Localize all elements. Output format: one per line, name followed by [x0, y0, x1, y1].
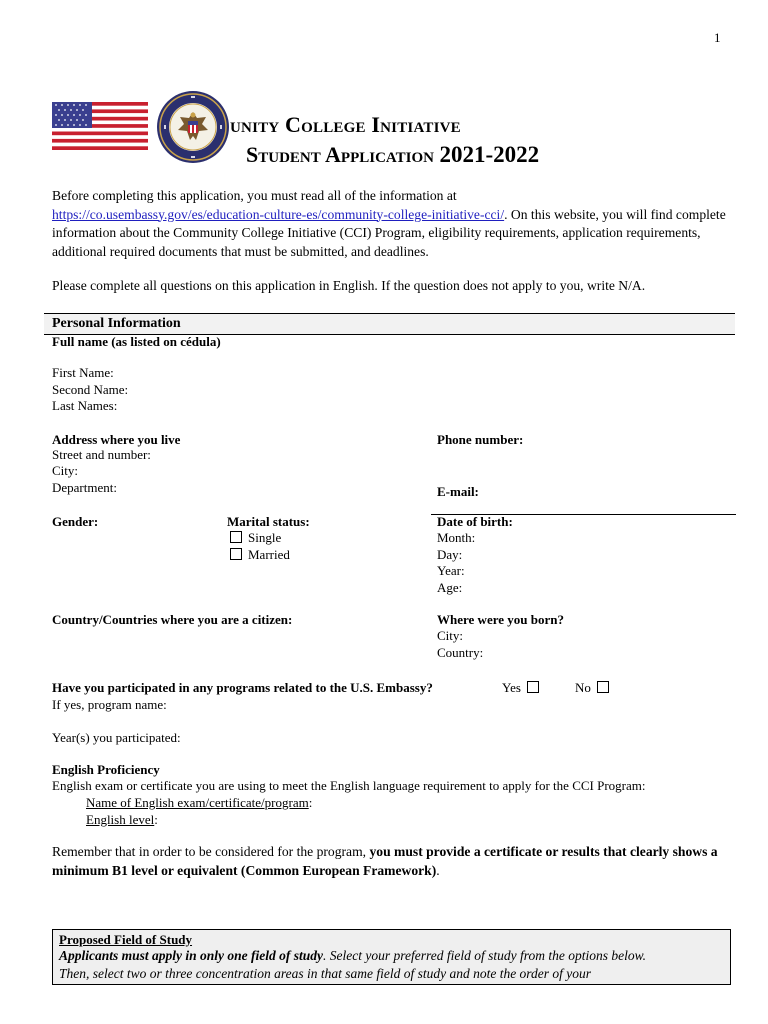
english-exam-text: English exam or certificate you are using to meet the English language requirement to apply for the CCI Program:	[52, 778, 646, 793]
born-label: Where were you born?	[437, 612, 564, 627]
exam-name-text: Name of English exam/certificate/program	[86, 795, 309, 810]
reminder-plain: Remember that in order to be considered for the program,	[52, 844, 370, 859]
title-year: 2021-2022	[439, 142, 540, 167]
yes-label: Yes	[502, 680, 521, 695]
dob-label: Date of birth:	[437, 514, 513, 529]
phone-label: Phone number:	[437, 432, 524, 447]
program-name-label: If yes, program name:	[52, 697, 167, 712]
department-label: Department:	[52, 480, 117, 495]
city-label: City:	[52, 463, 79, 478]
no-checkbox[interactable]	[597, 681, 609, 693]
single-checkbox[interactable]	[230, 531, 242, 543]
gender-label: Gender:	[52, 514, 99, 529]
married-option[interactable]	[230, 547, 290, 563]
reminder-bold: you must provide a certificate or results that clearly shows a minimum B1 level or equivalent (Common European Framework)	[52, 844, 718, 878]
embassy-seal-icon	[156, 90, 230, 164]
embassy-no-option[interactable]	[575, 680, 609, 696]
single-option[interactable]	[230, 530, 281, 546]
day-label: Day:	[437, 547, 463, 562]
age-label: Age:	[437, 580, 463, 595]
single-label: Single	[248, 530, 282, 545]
embassy-yes-option[interactable]	[502, 680, 539, 696]
english-proficiency-title: English Proficiency	[52, 762, 160, 777]
field-of-study-line2: Then, select two or three concentration areas in that same field of study and note the order of your	[59, 966, 592, 981]
title-line-2	[246, 142, 539, 168]
first-name-label: First Name:	[52, 365, 114, 380]
street-label: Street and number:	[52, 447, 151, 462]
address-label: Address where you live	[52, 432, 181, 447]
section-title: Personal Information	[52, 316, 181, 331]
field-of-study-box	[52, 929, 731, 985]
married-label: Married	[248, 547, 290, 562]
field-of-study-rest: . Select your preferred field of study from the options below.	[323, 948, 646, 963]
reminder-text	[52, 843, 742, 880]
intro-text-before: Before completing this application, you must read all of the information at	[52, 188, 457, 203]
fullname-label: Full name (as listed on cédula)	[52, 334, 221, 349]
yes-checkbox[interactable]	[527, 681, 539, 693]
born-city-label: City:	[437, 628, 464, 643]
married-checkbox[interactable]	[230, 548, 242, 560]
exam-name-label	[86, 795, 312, 811]
reminder-end: .	[436, 862, 440, 878]
field-of-study-line1	[59, 948, 646, 964]
email-label: E-mail:	[437, 484, 479, 499]
title-text: Student Application	[246, 142, 434, 167]
page-number: 1	[714, 30, 721, 45]
english-level-text: English level	[86, 812, 155, 827]
field-of-study-bold: Applicants must apply in only one field of study	[59, 948, 324, 963]
instructions-text: Please complete all questions on this application in English. If the question does not apply to you, write N/A.	[52, 278, 646, 293]
marital-status-label: Marital status:	[227, 514, 310, 529]
year-label: Year:	[437, 563, 465, 578]
english-level-colon: :	[154, 812, 158, 827]
personal-info-header	[44, 313, 735, 335]
month-label: Month:	[437, 530, 476, 545]
last-names-label: Last Names:	[52, 398, 118, 413]
field-of-study-title: Proposed Field of Study	[59, 932, 193, 947]
title-line-1: unity College Initiative	[230, 112, 461, 137]
exam-name-colon: :	[308, 795, 313, 810]
intro-text-after: . On this website, you will find complete information about the Community College Initiative (CCI) Program, eligibility requirements, application requirements, additional required documents that must be submitted, and deadlines.	[52, 206, 726, 259]
intro-paragraph	[52, 187, 732, 261]
citizen-label: Country/Countries where you are a citizen:	[52, 612, 293, 627]
no-label: No	[575, 680, 591, 695]
english-level-label	[86, 812, 158, 828]
cci-website-link[interactable]: https://co.usembassy.gov/es/education-culture-es/community-college-initiative-cci/	[52, 206, 505, 222]
second-name-label: Second Name:	[52, 382, 129, 397]
born-country-label: Country:	[437, 645, 484, 660]
years-participated-label: Year(s) you participated:	[52, 730, 181, 745]
us-flag-icon	[52, 102, 148, 150]
embassy-question: Have you participated in any programs related to the U.S. Embassy?	[52, 680, 433, 695]
